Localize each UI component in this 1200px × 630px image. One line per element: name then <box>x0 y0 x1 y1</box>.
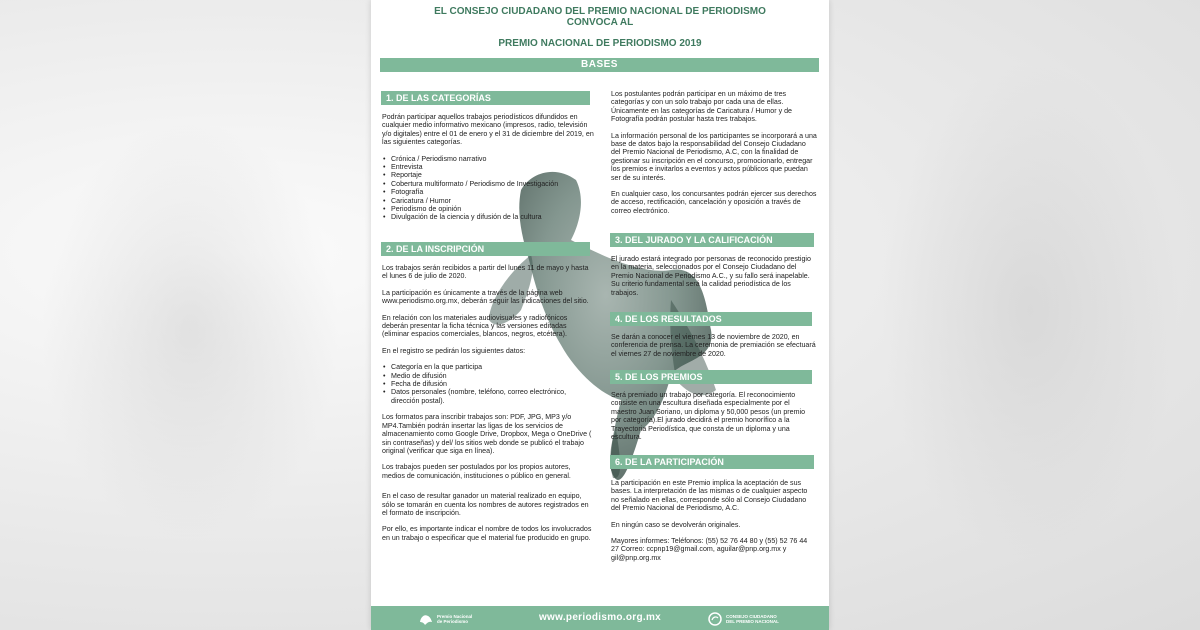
list-item: • Fecha de difusión <box>382 380 594 388</box>
list-item: • Datos personales (nombre, teléfono, correo electrónico, dirección postal). <box>382 388 594 405</box>
list-item: • Medio de difusión <box>382 372 594 380</box>
right-column-intro <box>611 90 817 215</box>
list-item: • Entrevista <box>382 163 594 171</box>
header-title: PREMIO NACIONAL DE PERIODISMO 2019 <box>498 38 702 49</box>
inscripcion-p4: En el registro se pedirán los siguientes datos: <box>382 346 526 355</box>
footer-bar <box>371 606 829 630</box>
participacion-p2: En ningún caso se devolverán originales. <box>611 520 741 529</box>
logo-left-line-1: Premio Nacional <box>437 614 473 619</box>
premios-p1: Será premiado un trabajo por categoría. El reconocimiento consiste en una escultura diseñada especialmente por el maestro Juan Soriano, un diploma y 50,000 pesos (un premio por categoría).El jurado decidirá el premio honorífico a la Trayectoria Periodística, que consta de un diploma y una escultura. <box>611 391 806 442</box>
background-blur-left <box>40 120 340 540</box>
consejo-logo-icon <box>707 611 723 627</box>
convocatoria-poster <box>371 0 829 630</box>
jurado-p1: El jurado estará integrado por personas de reconocido prestigio en la materia, seleccionados por el Consejo Ciudadano del Premio Nacional de Periodismo A.C., y su fallo será inapelable. Su criterio fundamental será la calidad periodística de los trabajos. <box>611 255 811 297</box>
list-item: • Crónica / Periodismo narrativo <box>382 155 594 163</box>
inscripcion-p5: Los formatos para inscribir trabajos son: PDF, JPG, MP3 y/o MP4.También podrán insertar las ligas de los servicios de almacenamiento como Google Drive, Dropbox, Mega o OneDrive ( sin contraseñas) y del/ los sitios web donde se publicó el trabajo original (verificar que siga en línea). <box>382 413 592 455</box>
right-p3: En cualquier caso, los concursantes podrán ejercer sus derechos de acceso, rectificación, cancelación y oposición a través de correo electrónico. <box>611 190 817 215</box>
footer-website-link[interactable]: www.periodismo.org.mx <box>538 612 662 623</box>
header-line-2: CONVOCA AL <box>566 17 634 28</box>
right-p2: La información personal de los participantes se incorporará a una base de datos bajo la responsabilidad del Consejo Ciudadano del Premio Nacional de Periodismo, A.C, con la finalidad de gestionar su inscripción en el concurso, promocionarlo, entregar los premios e invitarlos a eventos y actos públicos que puedan ser de su interés. <box>611 131 817 182</box>
inscripcion-p8: Por ello, es importante indicar el nombre de todos los involucrados en un trabajo o especificar que el material fue producido en grupo. <box>382 525 592 542</box>
section-jurado-body <box>611 255 817 297</box>
section-inscripcion-title: 2. DE LA INSCRIPCIÓN <box>381 242 590 256</box>
list-item: • Divulgación de la ciencia y difusión de la cultura <box>382 213 594 221</box>
inscripcion-p7: En el caso de resultar ganador un material realizado en equipo, sólo se tomarán en cuenta los nombres de autores registrados en el formato de inscripción. <box>382 492 589 517</box>
participacion-p1: La participación en este Premio implica la aceptación de sus bases. La interpretación de las mismas o de cualquier aspecto no señalado en ellas, corresponde sólo al Consejo Ciudadano del Premio Nacional de Periodismo, A.C. <box>611 479 808 513</box>
inscripcion-p3: En relación con los materiales audiovisuales y radiofónicos deberán presentar la ficha técnica y las versiones editadas (eliminar espacios comerciales, blancos, negros, etcétera). <box>382 313 568 339</box>
section-premios-title: 5. DE LOS PREMIOS <box>610 370 812 384</box>
categorias-list <box>382 155 594 222</box>
inscripcion-p1: Los trabajos serán recibidos a partir del lunes 11 de mayo y hasta el lunes 6 de julio de 2020. <box>382 264 589 281</box>
section-jurado-title: 3. DEL JURADO Y LA CALIFICACIÓN <box>610 233 814 247</box>
list-item: • Reportaje <box>382 171 594 179</box>
section-categorias-body <box>382 113 594 222</box>
section-inscripcion-body <box>382 264 594 542</box>
inscripcion-p6: Los trabajos pueden ser postulados por los propios autores, medios de comunicación, instituciones o público en general. <box>382 463 571 480</box>
section-participacion-body <box>611 479 817 562</box>
logo-left-line-2: de Periodismo <box>437 619 469 624</box>
section-participacion-title: 6. DE LA PARTICIPACIÓN <box>610 455 814 469</box>
section-premios-body <box>611 391 817 441</box>
section-resultados-body <box>611 333 817 358</box>
list-item: • Fotografía <box>382 188 594 196</box>
inscripcion-p2: La participación es únicamente a través de la página web www.periodismo.org.mx, deberán seguir las indicaciones del sitio. <box>382 288 589 306</box>
right-p1: Los postulantes podrán participar en un máximo de tres categorías y con un solo trabajo por cada una de ellas. Únicamente en las categorías de Caricatura / Humor y de Fotografía podrán postular hasta tres trabajos. <box>611 90 792 124</box>
header-line-1: EL CONSEJO CIUDADANO DEL PREMIO NACIONAL DE PERIODISMO <box>434 6 766 17</box>
resultados-p1: Se darán a conocer el viernes 13 de noviembre de 2020, en conferencia de prensa. La ceremonia de premiación se efectuará el viernes 27 de noviembre de 2020. <box>611 333 816 358</box>
logo-right-line-2: DEL PREMIO NACIONAL <box>726 619 779 624</box>
list-item: • Caricatura / Humor <box>382 197 594 205</box>
list-item: • Periodismo de opinión <box>382 205 594 213</box>
background-blur-right <box>880 60 1180 560</box>
categorias-intro: Podrán participar aquellos trabajos periodísticos difundidos en cualquier medio informativo mexicano (impresos, radio, televisión y/o digitales) entre el 01 de enero y el 31 de diciembre del 2019, en las siguientes categorías. <box>382 113 594 147</box>
list-item: • Categoría en la que participa <box>382 363 594 371</box>
consejo-ciudadano-logo <box>707 610 817 628</box>
bases-bar: BASES <box>380 58 819 72</box>
section-categorias-title: 1. DE LAS CATEGORÍAS <box>381 91 590 105</box>
inscripcion-list <box>382 363 594 405</box>
participacion-p3: Mayores informes: Teléfonos: (55) 52 76 44 80 y (55) 52 76 44 27 Correo: ccpnp19@gmail.com, aguilar@pnp.org.mx y gil@pnp.org.mx <box>611 537 808 562</box>
logo-right-line-1: CONSEJO CIUDADANO <box>726 614 777 619</box>
list-item: • Cobertura multiformato / Periodismo de Investigación <box>382 180 594 188</box>
section-resultados-title: 4. DE LOS RESULTADOS <box>610 312 812 326</box>
